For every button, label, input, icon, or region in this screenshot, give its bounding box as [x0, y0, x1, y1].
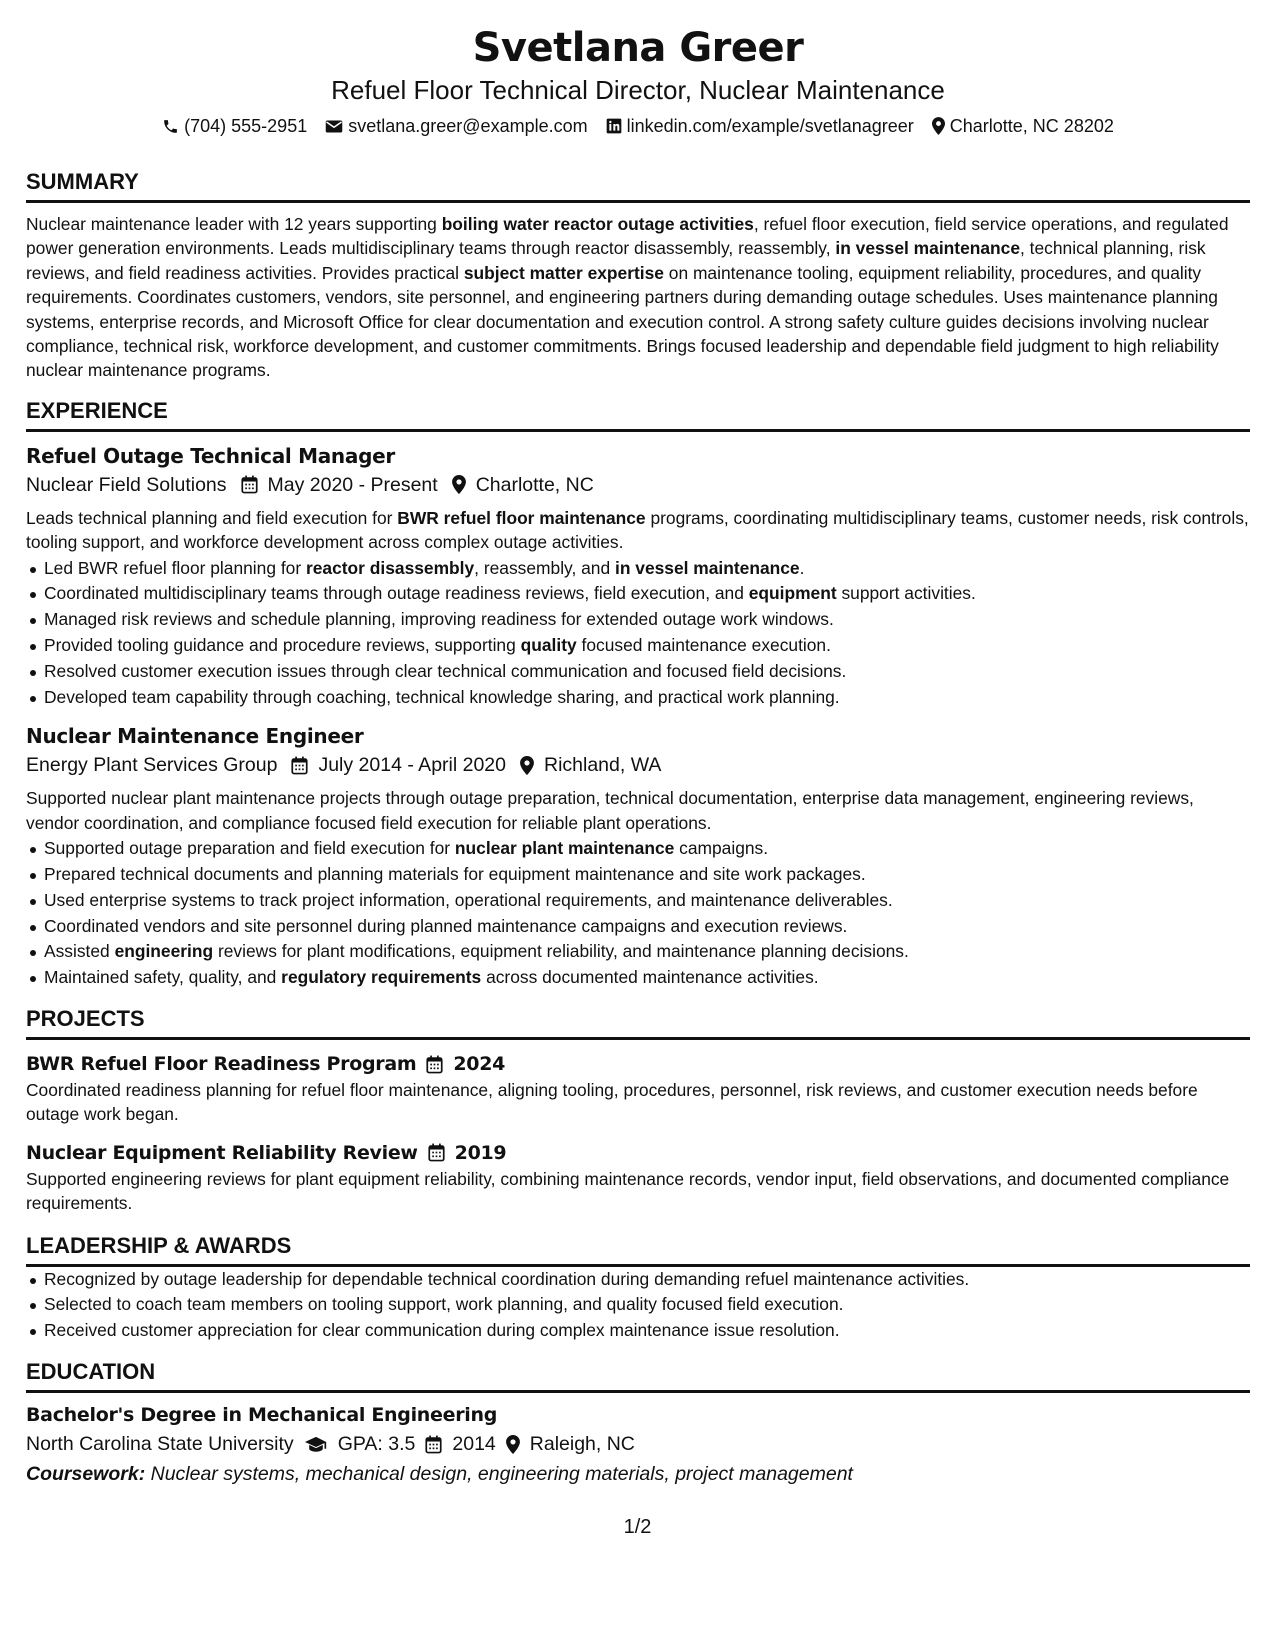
map-pin-icon — [506, 1435, 520, 1454]
phone-icon — [162, 118, 179, 135]
job-bullet: Prepared technical documents and planning materials for equipment maintenance and site work packages. — [44, 862, 1250, 888]
job-entry — [26, 722, 1250, 991]
job-bullet: Used enterprise systems to track project information, operational requirements, and maintenance deliverables. — [44, 888, 1250, 914]
job-title: Refuel Outage Technical Manager — [26, 443, 395, 468]
summary-text: Nuclear maintenance leader with 12 years supporting boiling water reactor outage activities, refuel floor execution, field service operations, and regulated power generation environments. Leads multidisciplinary teams through reactor disassembly, reassembly, in vessel maintenance, technical planning, risk reviews, and field readiness activities. Provides practical subject matter expertise on maintenance tooling, equipment reliability, procedures, and quality requirements. Coordinates customers, vendors, site personnel, and engineering partners during demanding outage schedules. Uses maintenance planning systems, enterprise records, and Microsoft Office for clear documentation and execution control. A strong safety culture guides decisions involving nuclear compliance, technical risk, workforce development, and customer commitments. Brings focused leadership and dependable field judgment to high reliability nuclear maintenance programs. — [26, 214, 1229, 381]
linkedin-icon — [606, 118, 622, 134]
company-name: Energy Plant Services Group — [26, 754, 278, 777]
job-summary: Supported nuclear plant maintenance projects through outage preparation, technical documentation, enterprise data management, engineering reviews, vendor coordination, and compliance focused field execution for reliable plant operations. — [26, 788, 1194, 833]
section-title-projects: PROJECTS — [26, 1005, 1250, 1040]
map-pin-icon — [520, 756, 534, 775]
graduation-cap-icon — [304, 1436, 328, 1453]
section-title-summary: SUMMARY — [26, 168, 1250, 203]
project-description: Supported engineering reviews for plant equipment reliability, combining maintenance records, vendor input, field observations, and documented compliance requirements. — [26, 1168, 1230, 1214]
job-bullet: Led BWR refuel floor planning for reactor disassembly, reassembly, and in vessel maintenance. — [44, 556, 1250, 582]
section-title-experience: EXPERIENCE — [26, 397, 1250, 432]
job-entry — [26, 442, 1250, 711]
candidate-headline: Refuel Floor Technical Director, Nuclear Maintenance — [331, 75, 945, 105]
job-title: Nuclear Maintenance Engineer — [26, 724, 364, 749]
section-title-education: EDUCATION — [26, 1358, 1250, 1393]
job-dates: July 2014 - April 2020 — [318, 754, 506, 777]
job-bullet: Maintained safety, quality, and regulatory requirements across documented maintenance activities. — [44, 965, 1250, 991]
location-text: Charlotte, NC 28202 — [949, 116, 1114, 136]
project-header — [26, 1139, 1250, 1167]
linkedin-link[interactable]: linkedin.com/example/svetlanagreer — [626, 116, 914, 136]
calendar-icon — [428, 1143, 445, 1162]
job-location: Richland, WA — [544, 754, 662, 777]
resume-page — [26, 22, 1250, 1489]
coursework-label: Coursework: — [26, 1463, 146, 1486]
award-item: Selected to coach team members on tooling support, work planning, and quality focused field execution. — [44, 1292, 1250, 1318]
email-link[interactable]: svetlana.greer@example.com — [348, 116, 588, 136]
job-bullet: Supported outage preparation and field execution for nuclear plant maintenance campaigns. — [44, 836, 1250, 862]
graduation-year: 2014 — [452, 1433, 496, 1456]
section-title-awards: LEADERSHIP & AWARDS — [26, 1232, 1250, 1267]
job-bullets — [26, 556, 1250, 711]
gpa-text: GPA: 3.5 — [337, 1433, 416, 1456]
calendar-icon — [425, 1435, 442, 1454]
envelope-icon — [325, 119, 343, 134]
coursework-text: Nuclear systems, mechanical design, engineering materials, project management — [145, 1463, 853, 1486]
project-description: Coordinated readiness planning for refuel floor maintenance, aligning tooling, procedures, personnel, risk reviews, and customer execution needs before outage work began. — [26, 1080, 1198, 1125]
phone-text: (704) 555-2951 — [184, 116, 308, 136]
job-bullet: Resolved customer execution issues through clear technical communication and focused field decisions. — [44, 659, 1250, 685]
project-name: BWR Refuel Floor Readiness Program — [26, 1053, 417, 1076]
job-bullet: Managed risk reviews and schedule planning, improving readiness for extended outage work windows. — [44, 607, 1250, 633]
school-location: Raleigh, NC — [529, 1433, 635, 1456]
awards-list — [26, 1267, 1250, 1344]
job-bullets — [26, 836, 1250, 991]
job-meta — [26, 470, 1250, 500]
calendar-icon — [241, 475, 258, 494]
job-bullet: Coordinated multidisciplinary teams through outage readiness reviews, field execution, and equipment support activities. — [44, 581, 1250, 607]
award-item: Recognized by outage leadership for dependable technical coordination during demanding refuel maintenance activities. — [44, 1267, 1250, 1293]
experience-section — [26, 397, 1250, 991]
education-section — [26, 1358, 1250, 1489]
project-year: 2024 — [453, 1053, 506, 1076]
education-meta — [26, 1429, 1250, 1459]
map-pin-icon — [932, 117, 945, 135]
calendar-icon — [426, 1055, 443, 1074]
coursework-line — [26, 1459, 1250, 1489]
company-name: Nuclear Field Solutions — [26, 473, 227, 496]
job-bullet: Provided tooling guidance and procedure reviews, supporting quality focused maintenance execution. — [44, 633, 1250, 659]
awards-section — [26, 1232, 1250, 1344]
project-year: 2019 — [454, 1141, 507, 1164]
degree-title: Bachelor's Degree in Mechanical Engineering — [26, 1404, 498, 1427]
project-entry — [26, 1050, 1250, 1127]
page-number: 1/2 — [623, 1516, 652, 1538]
job-bullet: Developed team capability through coaching, technical knowledge sharing, and practical work planning. — [44, 685, 1250, 711]
job-meta — [26, 750, 1250, 780]
contact-linkedin[interactable] — [606, 114, 914, 138]
summary-section — [26, 168, 1250, 383]
contact-bar — [26, 114, 1250, 138]
job-location: Charlotte, NC — [475, 473, 594, 496]
job-bullet: Assisted engineering reviews for plant modifications, equipment reliability, and maintenance planning decisions. — [44, 939, 1250, 965]
award-item: Received customer appreciation for clear communication during complex maintenance issue resolution. — [44, 1318, 1250, 1344]
contact-phone — [162, 114, 307, 138]
candidate-name: Svetlana Greer — [472, 25, 804, 71]
job-dates: May 2020 - Present — [267, 473, 438, 496]
contact-email[interactable] — [325, 114, 587, 138]
contact-location — [932, 114, 1114, 138]
map-pin-icon — [452, 475, 466, 494]
job-summary: Leads technical planning and field execution for BWR refuel floor maintenance programs, coordinating multidisciplinary teams, customer needs, risk controls, tooling support, and workforce development across complex outage activities. — [26, 507, 1249, 553]
calendar-icon — [291, 756, 308, 775]
school-name: North Carolina State University — [26, 1433, 294, 1456]
project-header — [26, 1050, 1250, 1078]
project-name: Nuclear Equipment Reliability Review — [26, 1141, 418, 1164]
job-bullet: Coordinated vendors and site personnel during planned maintenance campaigns and execution reviews. — [44, 914, 1250, 940]
projects-section — [26, 1005, 1250, 1216]
project-entry — [26, 1139, 1250, 1216]
